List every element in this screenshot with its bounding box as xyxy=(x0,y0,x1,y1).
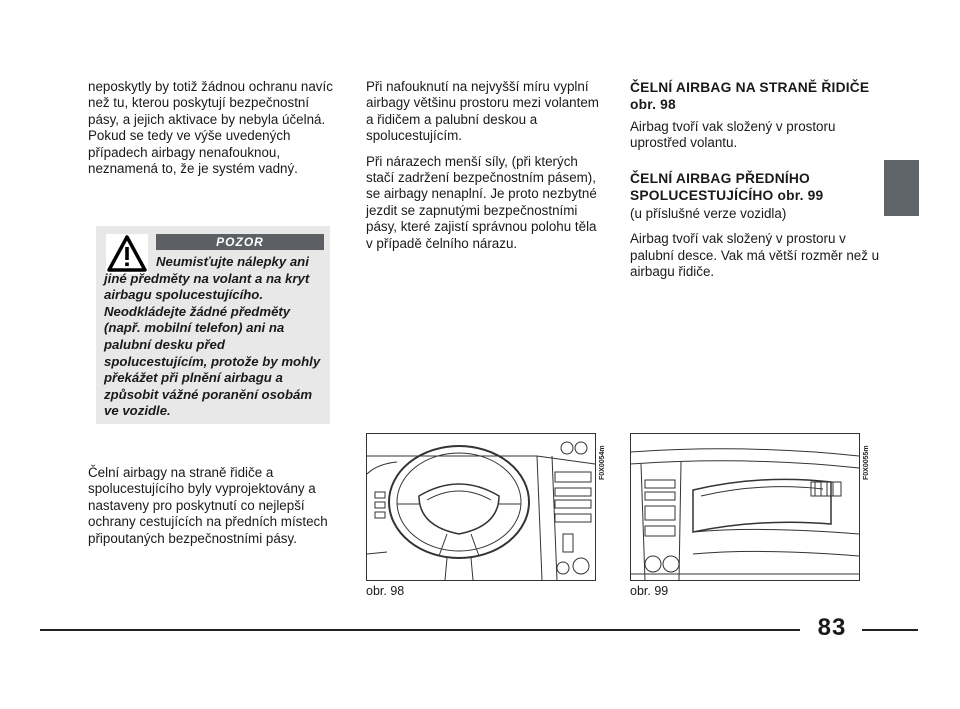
figure-98-caption: obr. 98 xyxy=(366,584,405,598)
paragraph-1: neposkytly by totiž žádnou ochranu navíc než tu, kterou poskytují bezpečnostní pásy, a jejich aktivace by nebyla účelná. xyxy=(88,79,333,127)
figure-ref-99: obr. 99 xyxy=(777,187,824,203)
passenger-dashboard-illustration xyxy=(631,434,859,580)
footer-rule-left xyxy=(40,629,800,631)
footer-rule-right xyxy=(862,629,918,631)
heading-passenger-airbag xyxy=(630,170,880,204)
warning-box xyxy=(96,226,330,424)
figure-98-steering-wheel xyxy=(366,433,606,581)
paragraph-6: Airbag tvoří vak složený v prostoru uprostřed volantu. xyxy=(630,119,836,151)
warning-text: Neumisťujte nálepky ani jiné předměty na volant a na kryt airbagu spolucestujícího. Neodkládejte žádné předměty (např. mobilní telefon) ani na palubní desku před spolucestujícím, protože by mohly překážet při plnění airbagu a způsobit vážné poranění osobám ve vozidle. xyxy=(104,254,321,419)
paragraph-2: Pokud se tedy ve výše uvedených případech airbagy nenafouknou, neznamená to, že je systém vadný. xyxy=(88,128,298,177)
paragraph-5: Při nárazech menší síly, (při kterých stačí zadržení bezpečnostním pásem), se airbagy nenaplní. Je proto nezbytné jezdit se zapnutými bezpečnostními pásy, které zajistí správnou polohu těla v případě čelního nárazu. xyxy=(366,153,597,251)
heading-driver-airbag-text: ČELNÍ AIRBAG NA STRANĚ ŘIDIČE xyxy=(630,80,870,95)
version-note: (u příslušné verze vozidla) xyxy=(630,205,787,221)
column-left-top xyxy=(88,79,333,186)
page-number: 83 xyxy=(817,614,847,641)
paragraph-3: Čelní airbagy na straně řidiče a spolucestujícího byly vyprojektovány a nastaveny pro poskytnutí co nejlepší ochrany cestujících na předních místech připoutaných bezpečnostními pásy. xyxy=(88,465,328,546)
figure-98-code: F0X0054m xyxy=(599,445,606,480)
paragraph-7: Airbag tvoří vak složený v prostoru v palubní desce. Vak má větší rozměr než u airbagu řidiče. xyxy=(630,231,880,280)
figure-ref-98: obr. 98 xyxy=(630,97,676,112)
figure-99-code: F0X0055m xyxy=(863,445,870,480)
figure-99-caption: obr. 99 xyxy=(630,584,669,598)
section-tab xyxy=(884,160,919,216)
paragraph-4: Při nafouknutí na nejvyšší míru vyplní airbagy většinu prostoru mezi volantem a řidičem a palubní deskou a spolucestujícím. xyxy=(366,79,599,144)
column-middle xyxy=(366,79,606,261)
heading-driver-airbag xyxy=(630,79,880,113)
steering-wheel-illustration xyxy=(367,434,595,580)
warning-label: POZOR xyxy=(156,234,324,250)
column-left-bottom xyxy=(88,465,333,556)
figure-99-passenger-dashboard xyxy=(630,433,870,581)
column-right xyxy=(630,79,880,289)
heading-passenger-airbag-text: ČELNÍ AIRBAG PŘEDNÍHO SPOLUCESTUJÍCÍHO xyxy=(630,170,810,203)
